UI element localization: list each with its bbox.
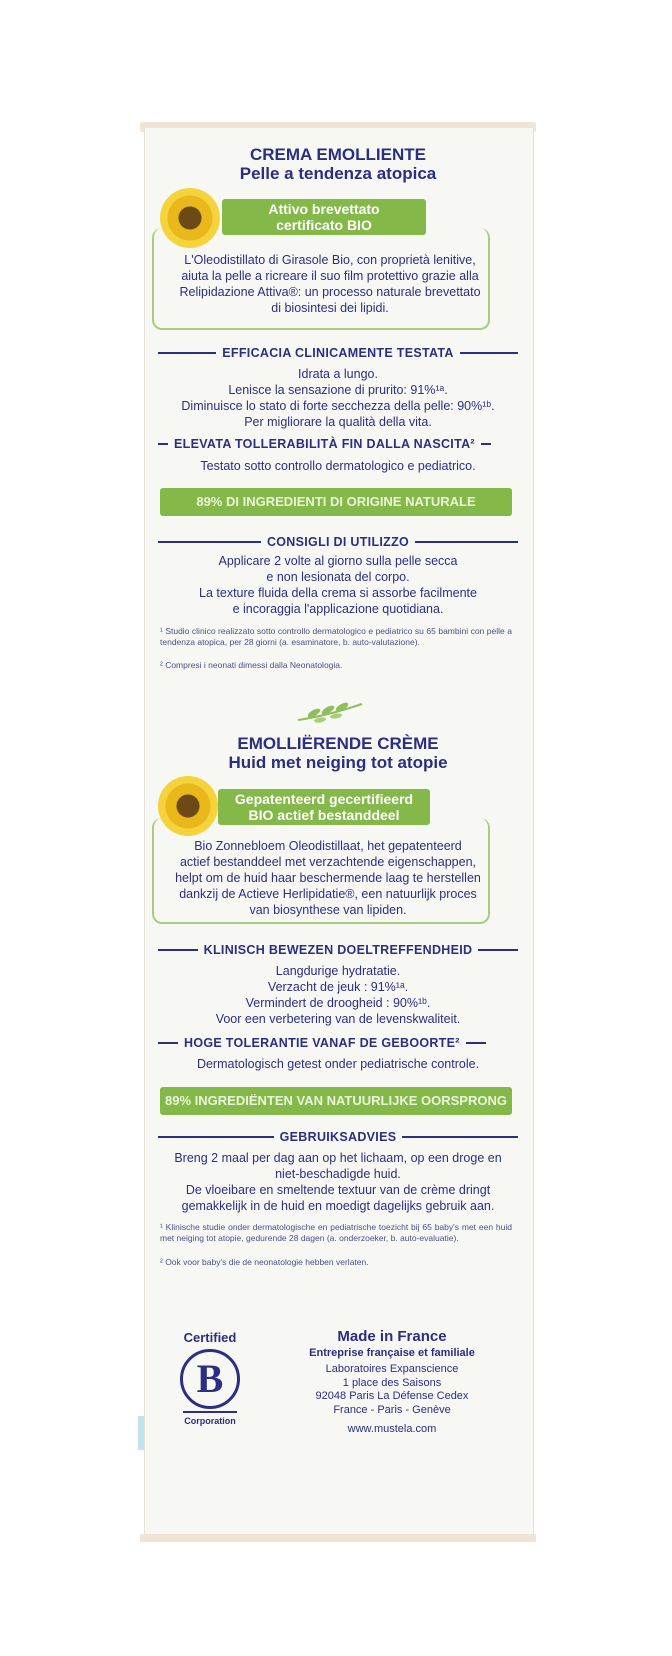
- nl-intro-text: [156, 838, 500, 918]
- nl-section-efficacy-header: [158, 943, 518, 957]
- website-url: www.mustela.com: [347, 1423, 437, 1435]
- it-usage-line: e non lesionata del corpo.: [266, 570, 410, 584]
- nl-efficacy-text: [150, 963, 526, 1027]
- it-section-usage-header: [158, 535, 518, 549]
- nl-intro-line: van biosynthese van lipiden.: [249, 903, 407, 917]
- bcorp-corporation: Corporation: [184, 1416, 236, 1426]
- nl-badge-line1: Gepatenteerd gecertifieerd: [234, 791, 414, 807]
- it-efficacy-text: [150, 366, 526, 430]
- it-usage-line: La texture fluida della crema si assorbe facilmente: [199, 586, 477, 600]
- nl-footnote-1: ¹ Klinische studie onder dermatologische en pediatrische toezicht bij 65 baby's met een huid met neiging tot atopie, gedurende 28 dagen (a. onderzoeker, b. auto-evaluatie).: [160, 1222, 512, 1243]
- nl-intro-line: actief bestanddeel met verzachtende eigenschappen,: [179, 855, 477, 869]
- box-bottom-flap: [140, 1534, 536, 1542]
- nl-badge-line2: BIO actief bestanddeel: [248, 807, 400, 823]
- bcorp-b-icon: B: [180, 1349, 240, 1409]
- it-intro-line: di biosintesi dei lipidi.: [271, 301, 389, 315]
- it-intro-line: Relipidazione Attiva®: un processo naturale brevettato: [179, 285, 481, 299]
- it-natural-origin-banner: 89% DI INGREDIENTI DI ORIGINE NATURALE: [160, 488, 512, 516]
- company-tagline: Entreprise française et familiale: [309, 1347, 475, 1359]
- sunflower-icon: [160, 188, 220, 248]
- nl-usage-line: gemakkelijk in de huid en moedigt dagelijks gebruik aan.: [181, 1199, 495, 1213]
- it-badge-line1: Attivo brevettato: [268, 201, 380, 217]
- nl-efficacy-line: Vermindert de droogheid : 90%¹ᵇ.: [245, 996, 431, 1010]
- nl-active-badge: [218, 789, 430, 825]
- nl-usage-line: De vloeibare en smeltende textuur van de crème dringt: [185, 1183, 491, 1197]
- it-intro-text: [160, 252, 500, 316]
- bcorp-certified: Certified: [183, 1330, 237, 1345]
- nl-efficacy-line: Langdurige hydratatie.: [275, 964, 401, 978]
- address-line: 92048 Paris La Défense Cedex: [315, 1390, 469, 1402]
- it-usage-line: Applicare 2 volte al giorno sulla pelle secca: [218, 554, 458, 568]
- nl-section-efficacy-title: KLINISCH BEWEZEN DOELTREFFENDHEID: [203, 943, 473, 957]
- it-section-usage-title: CONSIGLI DI UTILIZZO: [266, 535, 410, 549]
- nl-efficacy-line: Voor een verbetering van de levenskwaliteit.: [215, 1012, 461, 1026]
- it-section-tolerance-header: [158, 437, 518, 451]
- color-mark: [138, 1416, 144, 1450]
- it-footnote-2: ² Compresi i neonati dimessi dalla Neonatologia.: [160, 660, 343, 670]
- nl-section-usage-header: [158, 1130, 518, 1144]
- it-usage-line: e incoraggia l'applicazione quotidiana.: [232, 602, 444, 616]
- nl-tolerance-text: Dermatologisch getest onder pediatrische controle.: [196, 1057, 480, 1071]
- nl-title: EMOLLIËRENDE CRÈME: [237, 734, 439, 753]
- nl-subtitle: Huid met neiging tot atopie: [228, 753, 448, 772]
- nl-section-tolerance-title: HOGE TOLERANTIE VANAF DE GEBOORTE²: [184, 1036, 460, 1050]
- nl-section-tolerance-header: [158, 1036, 518, 1050]
- nl-footnote-2: ² Ook voor baby's die de neonatologie hebben verlaten.: [160, 1257, 369, 1267]
- it-section-tolerance-title: ELEVATA TOLLERABILITÀ FIN DALLA NASCITA²: [174, 437, 475, 451]
- nl-usage-text: [150, 1150, 526, 1214]
- it-section-efficacy-header: [158, 346, 518, 360]
- it-footnote-1: ¹ Studio clinico realizzato sotto controllo dermatologico e pediatrico su 65 bambini con pelle a tendenza atopica, per 28 giorni (a. esaminatore, b. auto-valutazione).: [160, 626, 512, 647]
- nl-natural-origin-banner: 89% INGREDIËNTEN VAN NATUURLIJKE OORSPRONG: [160, 1087, 512, 1115]
- address-line: France - Paris - Genève: [333, 1403, 451, 1416]
- it-badge-line2: certificato BIO: [276, 217, 372, 233]
- address-line: 1 place des Saisons: [342, 1376, 442, 1389]
- it-title: CREMA EMOLLIENTE: [250, 145, 426, 164]
- made-in-france: Made in France: [337, 1328, 447, 1345]
- sunflower-icon: [158, 776, 218, 836]
- nl-intro-line: dankzij de Actieve Herlipidatie®, een natuurlijk proces: [179, 887, 477, 901]
- it-efficacy-line: Per migliorare la qualità della vita.: [244, 415, 432, 429]
- bcorp-logo: [172, 1330, 248, 1430]
- company-address: [262, 1363, 522, 1417]
- leaves-icon: [296, 700, 366, 724]
- nl-section-usage-title: GEBRUIKSADVIES: [279, 1130, 397, 1144]
- nl-intro-line: helpt om de huid haar beschermende laag te herstellen: [175, 871, 481, 885]
- it-intro-line: L'Oleodistillato di Girasole Bio, con proprietà lenitive,: [184, 253, 476, 267]
- it-intro-line: aiuta la pelle a ricreare il suo film protettivo grazie alla: [181, 269, 479, 283]
- it-tolerance-text: Testato sotto controllo dermatologico e pediatrico.: [200, 459, 476, 473]
- it-efficacy-line: Diminuisce lo stato di forte secchezza della pelle: 90%¹ᵇ.: [181, 399, 495, 413]
- it-subtitle: Pelle a tendenza atopica: [239, 164, 437, 183]
- nl-efficacy-line: Verzacht de jeuk : 91%¹ᵃ.: [267, 980, 409, 994]
- it-efficacy-line: Lenisce la sensazione di prurito: 91%¹ᵃ.: [228, 383, 448, 397]
- it-active-badge: [222, 199, 426, 235]
- nl-intro-line: Bio Zonnebloem Oleodistillaat, het gepatenteerd: [194, 839, 462, 853]
- it-usage-text: [150, 553, 526, 617]
- nl-usage-line: niet-beschadigde huid.: [275, 1167, 401, 1181]
- nl-usage-line: Breng 2 maal per dag aan op het lichaam, op een droge en: [174, 1151, 502, 1165]
- it-section-efficacy-title: EFFICACIA CLINICAMENTE TESTATA: [222, 346, 454, 360]
- address-line: Laboratoires Expanscience: [325, 1363, 459, 1375]
- it-efficacy-line: Idrata a lungo.: [298, 367, 378, 381]
